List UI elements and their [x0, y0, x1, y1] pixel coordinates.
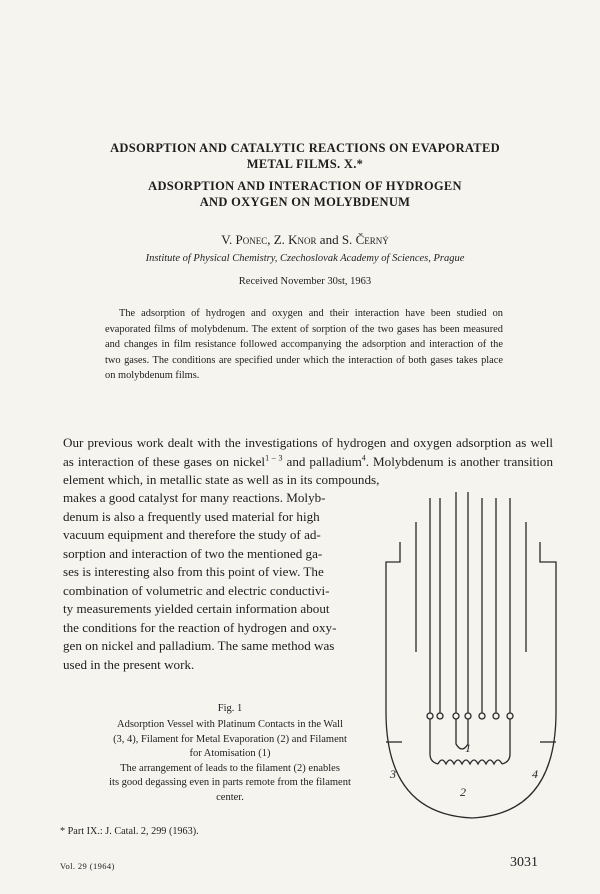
body-line: vacuum equipment and therefore the study of ad- [63, 527, 321, 542]
paper-subtitle-line-2: AND OXYGEN ON MOLYBDENUM [199, 195, 411, 209]
figure-label-2: 2 [460, 785, 466, 799]
author-2-name: Knor [288, 232, 317, 247]
abstract: The adsorption of hydrogen and oxygen and their interaction have been studied on evaporated films of molybdenum. The extent of sorption of the two gases has been measured and changes in film resistance followed accompanying the adsorption and interaction of the two gases. The conditions are specified under which the interaction of both gases takes place on molybdenum films. [105, 308, 503, 381]
body-line: ses is interesting also from this point of view. The [63, 564, 324, 579]
body-line: gen on nickel and palladium. The same method was [63, 638, 335, 653]
paper-subtitle-line-1: ADSORPTION AND INTERACTION OF HYDROGEN [148, 179, 462, 193]
caption-line: for Atomisation (1) [189, 748, 271, 759]
body-line: denum is also a frequently used material for high [63, 508, 320, 524]
author-separator: and [316, 232, 342, 247]
caption-line: (3, 4), Filament for Metal Evaporation (2) and Filament [113, 733, 347, 745]
figure-label-1: 1 [465, 741, 471, 755]
reference-marker: 4 [361, 453, 366, 463]
reference-marker: 1 – 3 [265, 453, 283, 463]
evaporation-filament-coil [438, 760, 502, 764]
page-number: 3031 [510, 855, 538, 870]
received-date: Received November 30st, 1963 [238, 276, 372, 287]
contact-seals [427, 713, 513, 719]
paper-title-line-2: METAL FILMS. X.* [246, 157, 364, 171]
body-text: . Molybdenum is another transition element which, in metallic state as well as in its compounds, [63, 453, 553, 487]
body-line: combination of volumetric and electric conductivi- [63, 582, 330, 598]
body-line: sorption and interaction of two the mentioned ga- [63, 545, 323, 561]
author-separator: , [267, 232, 274, 247]
caption-line: The arrangement of leads to the filament (2) enables [120, 762, 340, 774]
filament-lead-right [502, 719, 510, 764]
paper-title-line-1: ADSORPTION AND CATALYTIC REACTIONS ON EVAPORATED [110, 141, 500, 155]
body-line: ty measurements yielded certain information about [63, 601, 330, 616]
figure-label-4: 4 [532, 767, 538, 781]
caption-line: center. [216, 791, 244, 803]
body-line: the conditions for the reaction of hydrogen and oxy- [63, 619, 337, 635]
authors [40, 232, 570, 248]
body-line: used in the present work. [63, 656, 195, 672]
body-text: Our previous work dealt with the investigations of hydrogen and oxygen adsorption as well as interaction of these gases on nickel [63, 435, 553, 469]
wire-leads [430, 492, 510, 714]
author-3-name: Černý [355, 232, 389, 247]
body-paragraph-1-continued [63, 489, 373, 674]
figure-caption [45, 718, 415, 805]
institute: Institute of Physical Chemistry, Czechoslovak Academy of Sciences, Prague [145, 253, 465, 264]
author-1-initial: V. [221, 232, 236, 247]
filament-lead-left [430, 719, 438, 764]
body-paragraph-1 [63, 434, 553, 490]
author-3-initial: S. [341, 232, 356, 247]
caption-line: its good degassing even in parts remote from the filament [109, 777, 351, 788]
body-line: makes a good catalyst for many reactions. Molyb- [63, 490, 326, 505]
author-2-initial: Z. [273, 232, 289, 247]
figure-label-3: 3 [390, 767, 396, 781]
footnote: * Part IX.: J. Catal. 2, 299 (1963). [60, 826, 199, 837]
figure-label: Fig. 1 [217, 703, 243, 714]
caption-line: Adsorption Vessel with Platinum Contacts in the Wall [117, 719, 343, 730]
author-1-name: Ponec [235, 232, 268, 247]
journal-volume: Vol. 29 (1964) [60, 861, 115, 871]
body-text: and palladium [282, 453, 362, 469]
